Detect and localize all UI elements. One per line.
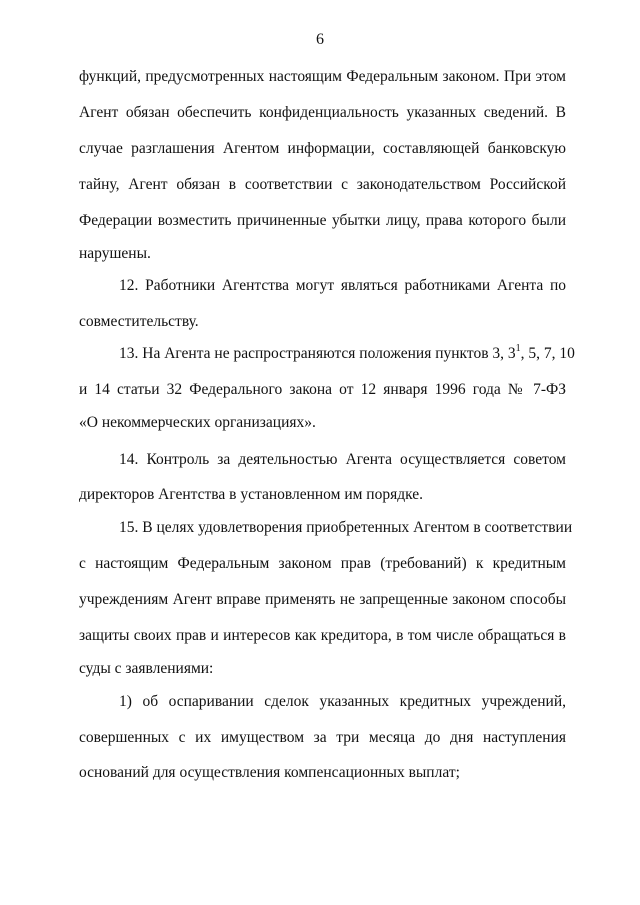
paragraph-12-line: 12. Работники Агентства могут являться работниками Агента по — [119, 277, 566, 294]
text-line: «О некоммерческих организациях». — [79, 414, 316, 431]
text-line: оснований для осуществления компенсационных выплат; — [79, 764, 460, 781]
text-line: нарушены. — [79, 245, 151, 262]
text-line: директоров Агентства в установленном им порядке. — [79, 486, 424, 503]
text-line: защиты своих прав и интересов как кредитора, в том числе обращаться в — [79, 627, 566, 644]
paragraph-15-line: 15. В целях удовлетворения приобретенных Агентом в соответствии — [119, 519, 573, 536]
text-line: функций, предусмотренных настоящим Федеральным законом. При этом — [79, 68, 566, 85]
text-line: случае разглашения Агентом информации, составляющей банковскую — [79, 140, 566, 157]
page-number: 6 — [316, 31, 324, 48]
text-line: и 14 статьи 32 Федерального закона от 12 января 1996 года № 7-ФЗ — [79, 381, 566, 398]
text-span: , 5, 7, 10 — [520, 345, 575, 362]
text-line: учреждениям Агент вправе применять не запрещенные законом способы — [79, 591, 566, 608]
text-line: с настоящим Федеральным законом прав (требований) к кредитным — [79, 555, 566, 572]
superscript: 1 — [515, 342, 521, 354]
text-line: Федерации возместить причиненные убытки лицу, права которого были — [79, 212, 566, 229]
text-line: Агент обязан обеспечить конфиденциальность указанных сведений. В — [79, 104, 566, 121]
paragraph-14-line: 14. Контроль за деятельностью Агента осуществляется советом — [119, 451, 566, 468]
text-line: суды с заявлениями: — [79, 660, 214, 677]
text-line: совместительству. — [79, 313, 199, 330]
paragraph-13-line — [119, 342, 575, 364]
subitem-1-line: 1) об оспаривании сделок указанных кредитных учреждений, — [119, 693, 566, 710]
text-span: 13. На Агента не распространяются положения пунктов 3, 3 — [119, 345, 516, 362]
text-line: совершенных с их имуществом за три месяца до дня наступления — [79, 729, 566, 746]
text-line: тайну, Агент обязан в соответствии с законодательством Российской — [79, 176, 566, 193]
